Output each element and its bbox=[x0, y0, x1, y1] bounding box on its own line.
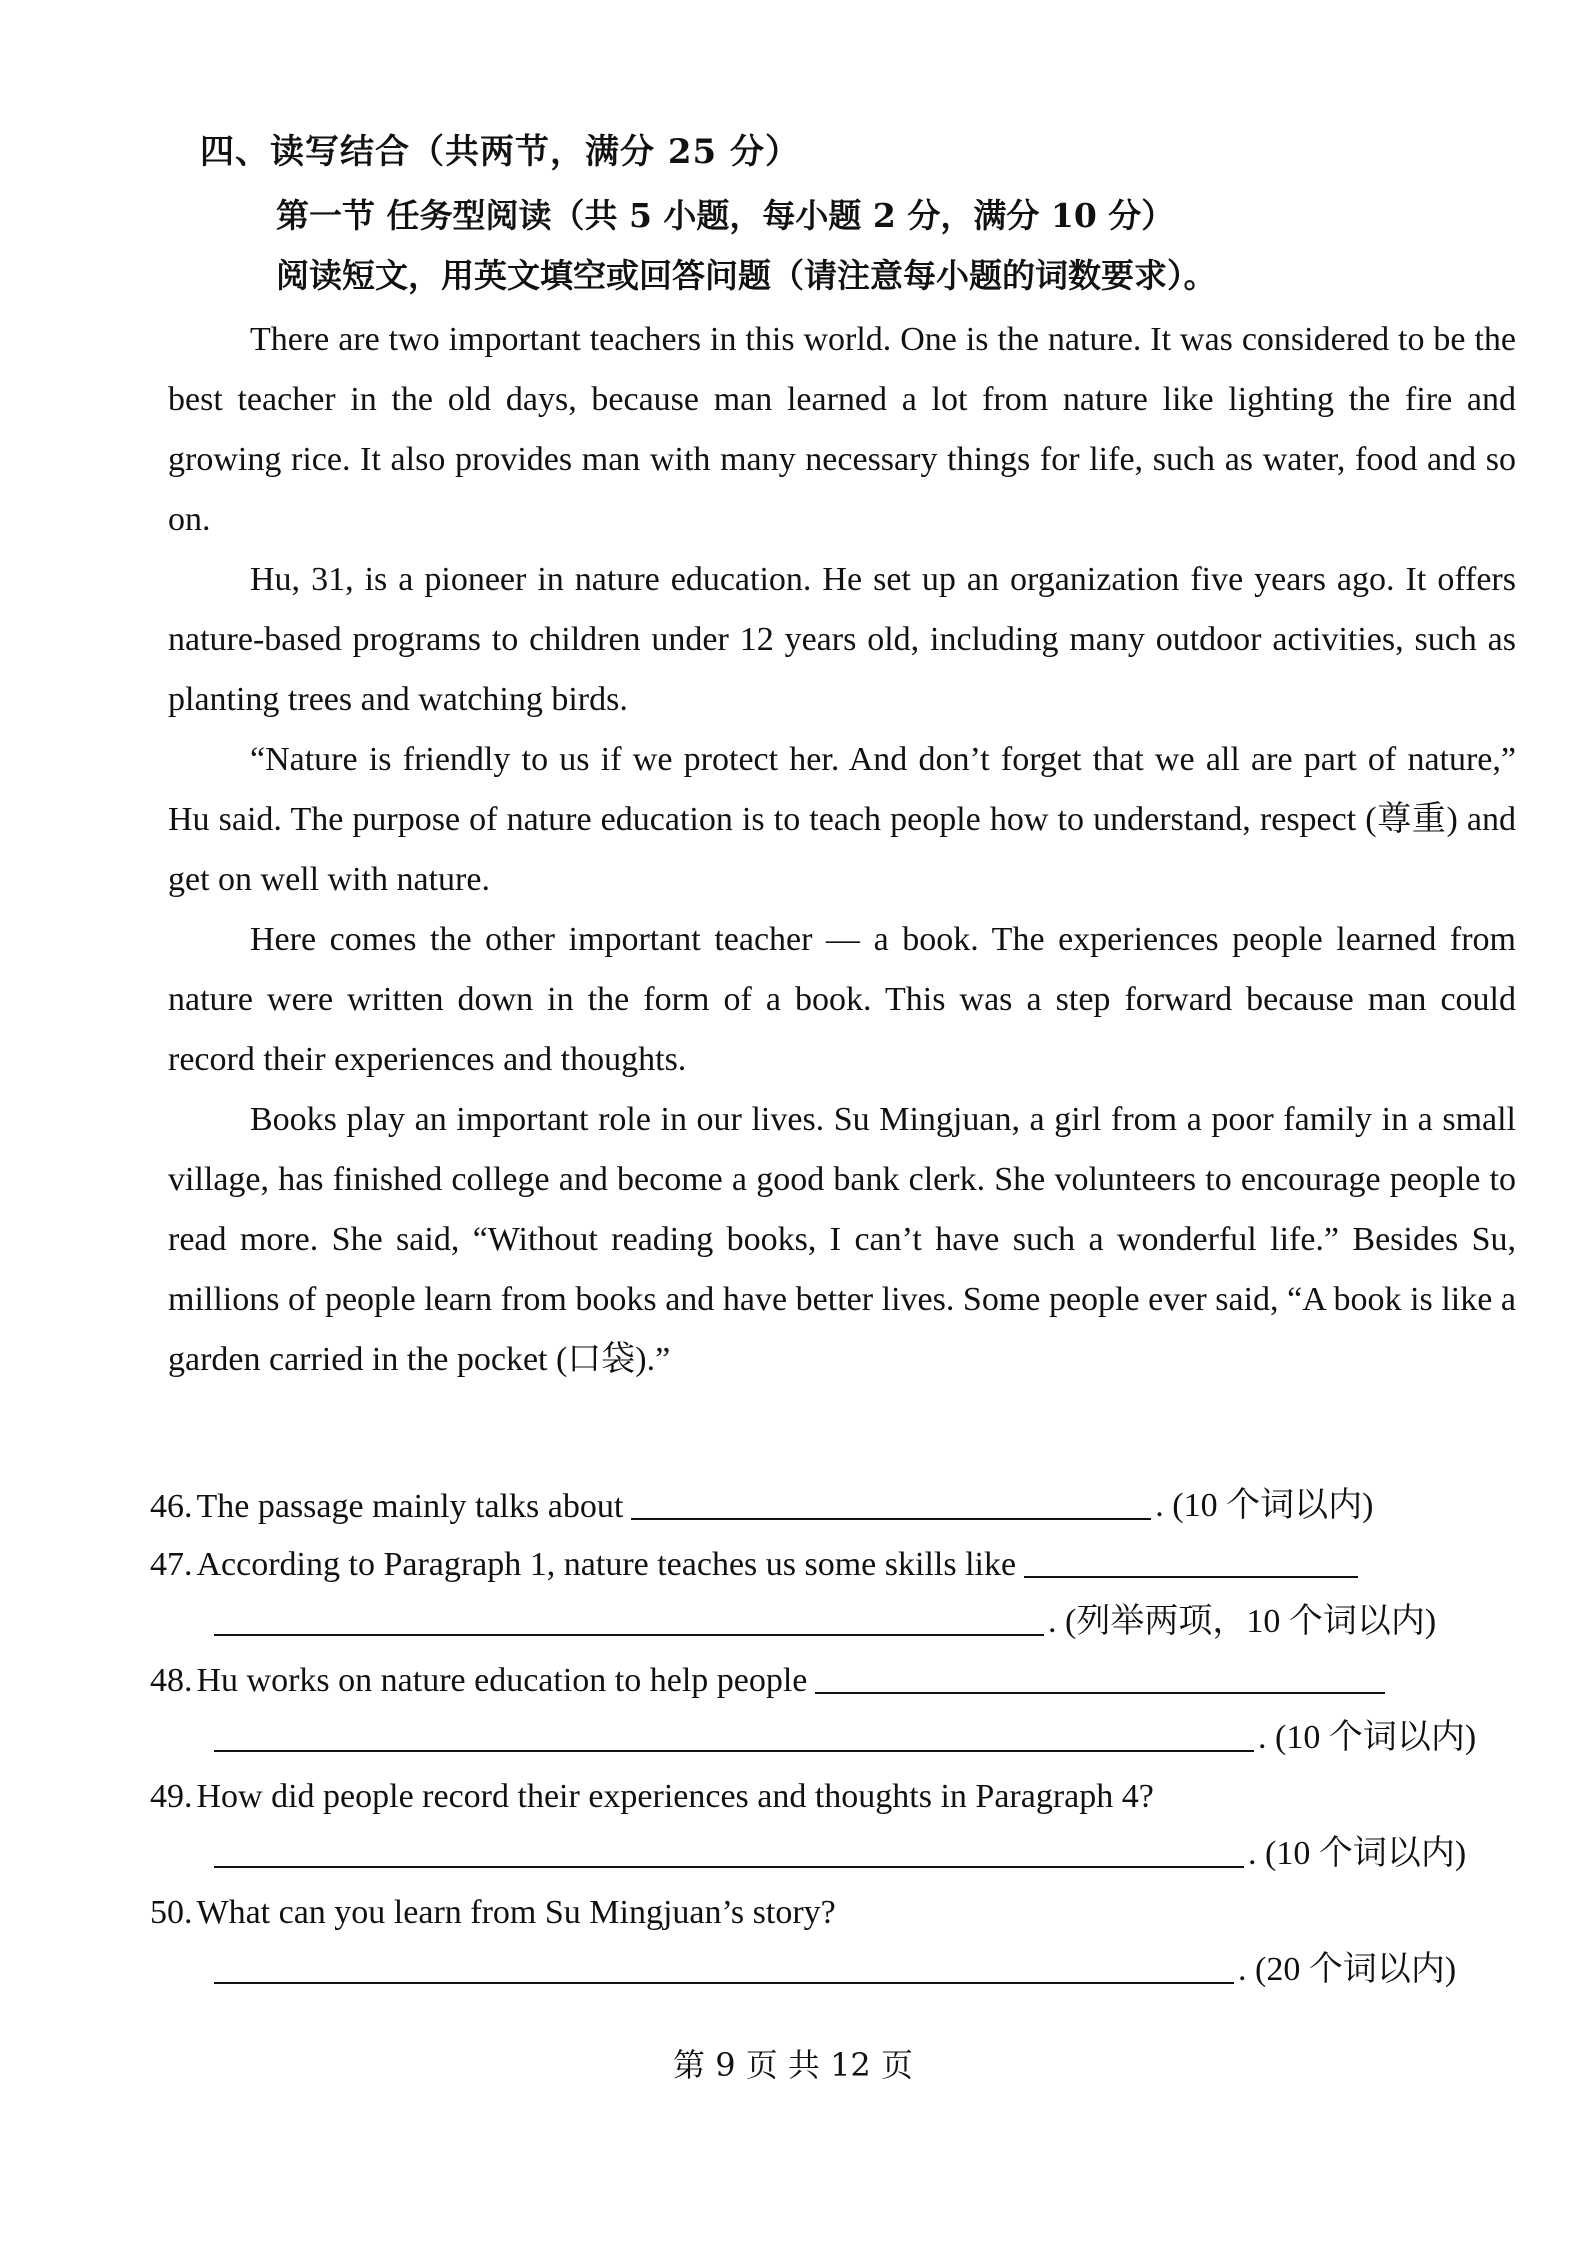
question-49-continued bbox=[150, 1816, 1490, 1874]
question-text: The passage mainly talks about bbox=[196, 1488, 624, 1525]
answer-blank-47b[interactable] bbox=[214, 1600, 1044, 1636]
word-limit: . (列举两项，10 个词以内) bbox=[1048, 1603, 1437, 1640]
passage-paragraph-3: “Nature is friendly to us if we protect her. And don’t forget that we all are part of nature,” Hu said. The purpose of nature education is to teach people how to understand, respect (尊重) and get on well with nature. bbox=[168, 741, 1516, 898]
passage-paragraph-1: There are two important teachers in this world. One is the nature. It was considered to be the best teacher in the old days, because man learned a lot from nature like lighting the fire and growing rice. It also provides man with many necessary things for life, such as water, food and so on. bbox=[168, 321, 1516, 538]
answer-blank-48a[interactable] bbox=[815, 1658, 1385, 1694]
word-limit: . (10 个词以内) bbox=[1155, 1487, 1374, 1524]
question-number: 49. bbox=[150, 1778, 193, 1815]
answer-blank-49[interactable] bbox=[214, 1832, 1244, 1868]
page-footer bbox=[0, 2040, 1586, 2086]
answer-blank-46[interactable] bbox=[631, 1484, 1151, 1520]
question-number: 46. bbox=[150, 1488, 193, 1525]
question-46 bbox=[150, 1468, 1490, 1526]
answer-blank-47a[interactable] bbox=[1024, 1542, 1358, 1578]
question-48 bbox=[150, 1642, 1490, 1700]
answer-blank-48b[interactable] bbox=[214, 1716, 1254, 1752]
question-number: 50. bbox=[150, 1894, 193, 1931]
subsection-title: 第一节 任务型阅读（共 5 小题，每小题 2 分，满分 10 分） bbox=[276, 196, 1175, 235]
questions-list bbox=[150, 1468, 1490, 1990]
instructions: 阅读短文，用英文填空或回答问题（请注意每小题的词数要求）。 bbox=[276, 256, 1217, 295]
question-48-continued bbox=[150, 1700, 1490, 1758]
question-text: What can you learn from Su Mingjuan’s story? bbox=[196, 1894, 836, 1931]
question-text: Hu works on nature education to help people bbox=[196, 1662, 808, 1699]
question-49 bbox=[150, 1758, 1490, 1816]
question-47-continued bbox=[150, 1584, 1490, 1642]
word-limit: . (20 个词以内) bbox=[1238, 1951, 1457, 1988]
question-number: 48. bbox=[150, 1662, 193, 1699]
answer-blank-50[interactable] bbox=[214, 1948, 1234, 1984]
page-number: 第 9 页 共 12 页 bbox=[673, 2046, 913, 2084]
passage-paragraph-5: Books play an important role in our lives. Su Mingjuan, a girl from a poor family in a small village, has finished college and become a good bank clerk. She volunteers to encourage people to read more. She said, “Without reading books, I can’t have such a wonderful life.” Besides Su, millions of people learn from books and have better lives. Some people ever said, “A book is like a garden carried in the pocket (口袋).” bbox=[168, 1101, 1516, 1378]
word-limit: . (10 个词以内) bbox=[1258, 1719, 1477, 1756]
section-title: 四、读写结合（共两节，满分 25 分） bbox=[200, 132, 800, 172]
reading-passage bbox=[168, 310, 1516, 1390]
question-47 bbox=[150, 1526, 1490, 1584]
question-50-continued bbox=[150, 1932, 1490, 1990]
question-50 bbox=[150, 1874, 1490, 1932]
question-number: 47. bbox=[150, 1546, 193, 1583]
passage-paragraph-2: Hu, 31, is a pioneer in nature education. He set up an organization five years ago. It offers nature-based programs to children under 12 years old, including many outdoor activities, such as planting trees and watching birds. bbox=[168, 561, 1516, 718]
question-text: How did people record their experiences and thoughts in Paragraph 4? bbox=[196, 1778, 1154, 1815]
question-text: According to Paragraph 1, nature teaches us some skills like bbox=[196, 1546, 1017, 1583]
word-limit: . (10 个词以内) bbox=[1248, 1835, 1467, 1872]
passage-paragraph-4: Here comes the other important teacher — a book. The experiences people learned from nature were written down in the form of a book. This was a step forward because man could record their experiences and thoughts. bbox=[168, 921, 1516, 1078]
